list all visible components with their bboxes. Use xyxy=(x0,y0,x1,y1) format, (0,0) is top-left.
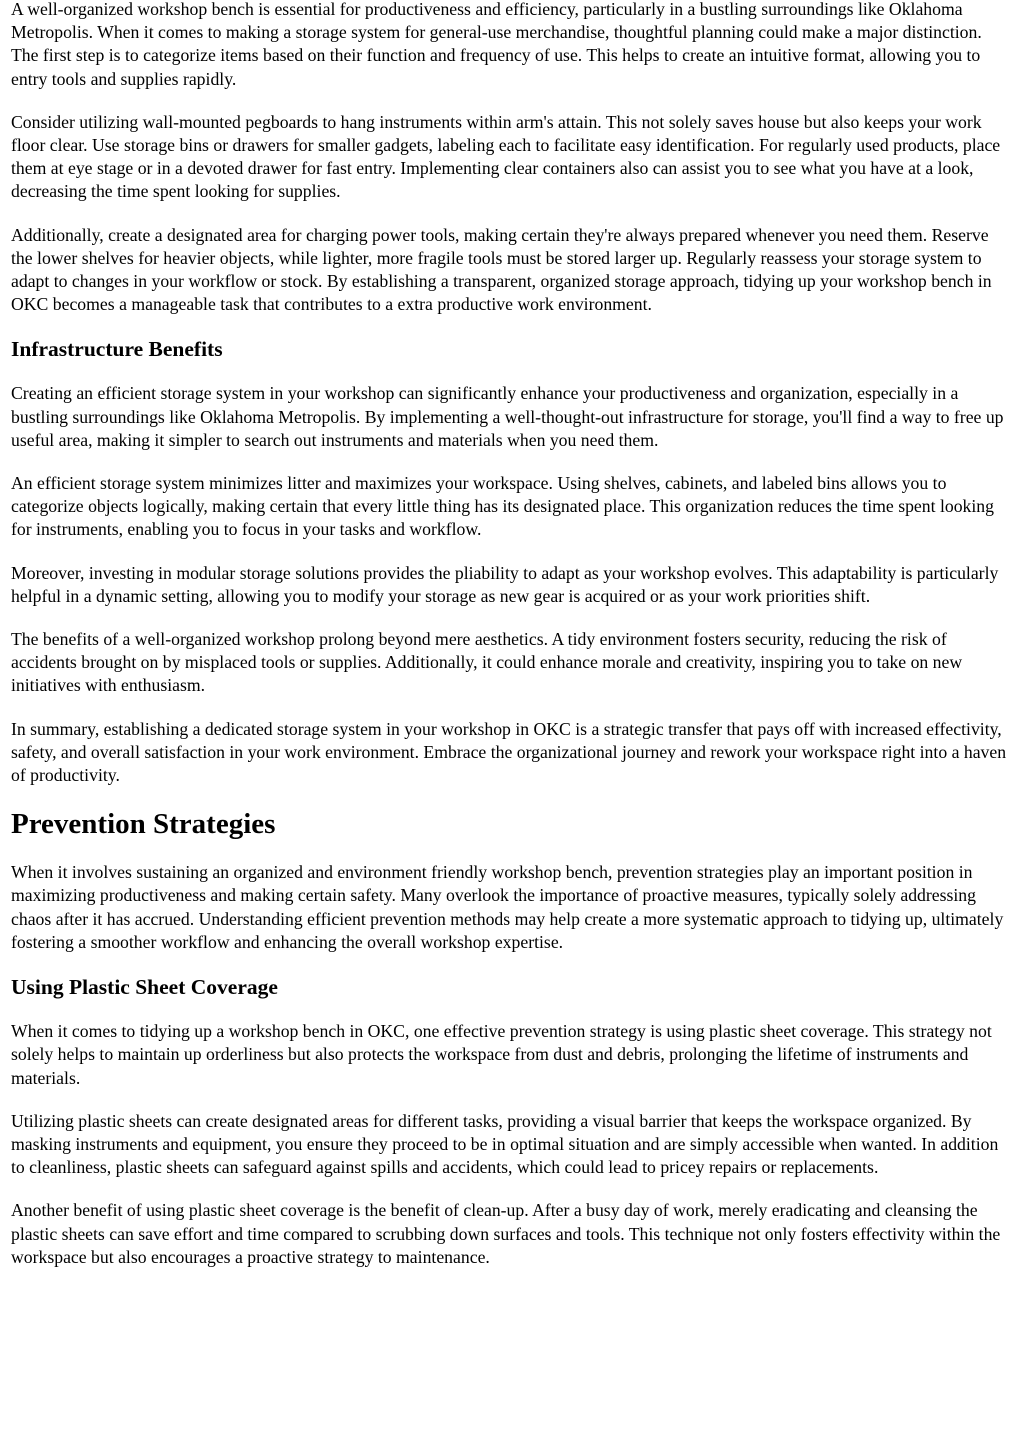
infrastructure-paragraph: An efficient storage system minimizes litter and maximizes your workspace. Using shelves, cabinets, and labeled bins allows you to categorize objects logically, making certain that every little thing has its designated place. This organization reduces the time spent looking for instruments, enabling you to focus in your tasks and workflow. xyxy=(11,473,994,540)
plastic-sheet-paragraph: When it comes to tidying up a workshop bench in OKC, one effective prevention strategy is using plastic sheet coverage. This strategy not solely helps to maintain up orderliness but also protects the workspace from dust and debris, prolonging the lifetime of instruments and materials. xyxy=(11,1021,992,1088)
prevention-heading: Prevention Strategies xyxy=(11,808,276,841)
plastic-sheet-paragraph: Another benefit of using plastic sheet coverage is the benefit of clean-up. After a busy day of work, merely eradicating and cleansing the plastic sheets can save effort and time compared to scrubbing down surfaces and tools. This technique not only fosters effectivity within the workspace but also encourages a proactive strategy to maintenance. xyxy=(11,1200,1001,1267)
intro-paragraph: Consider utilizing wall-mounted pegboards to hang instruments within arm's attain. This not solely saves house but also keeps your work floor clear. Use storage bins or drawers for smaller gadgets, labeling each to facilitate easy identification. For regularly used products, place them at eye stage or in a devoted drawer for fast entry. Implementing clear containers also can assist you to see what you have at a look, decreasing the time spent looking for supplies. xyxy=(11,111,1001,202)
prevention-paragraph: When it involves sustaining an organized and environment friendly workshop bench, prevention strategies play an important position in maximizing productiveness and making certain safety. Many overlook the importance of proactive measures, typically solely addressing chaos after it has accrued. Understanding efficient prevention methods may help create a more systematic approach to tidying up, ultimately fostering a smoother workflow and enhancing the overall workshop expertise. xyxy=(11,862,1004,952)
intro-paragraph: A well-organized workshop bench is essential for productiveness and efficiency, particularly in a bustling surroundings like Oklahoma Metropolis. When it comes to making a storage system for general-use merchandise, thoughtful planning could make a major distinction. The first step is to categorize items based on their function and frequency of use. This helps to create an intuitive format, allowing you to entry tools and supplies rapidly. xyxy=(11,0,982,89)
infrastructure-paragraph: The benefits of a well-organized workshop prolong beyond mere aesthetics. A tidy environment fosters security, reducing the risk of accidents brought on by misplaced tools or supplies. Additionally, it could enhance morale and creativity, inspiring you to take on new initiatives with enthusiasm. xyxy=(11,629,963,696)
infrastructure-paragraph: Moreover, investing in modular storage solutions provides the pliability to adapt as your workshop evolves. This adaptability is particularly helpful in a dynamic setting, allowing you to modify your storage as new gear is acquired or as your work priorities shift. xyxy=(11,562,999,606)
plastic-sheet-heading: Using Plastic Sheet Coverage xyxy=(11,975,278,1000)
infrastructure-paragraph: Creating an efficient storage system in your workshop can significantly enhance your productiveness and organization, especially in a bustling surroundings like Oklahoma Metropolis. By implementing a well-thought-out infrastructure for storage, you'll find a way to free up useful area, making it simpler to search out instruments and materials when you need them. xyxy=(11,383,1004,450)
intro-paragraph: Additionally, create a designated area for charging power tools, making certain they're always prepared whenever you need them. Reserve the lower shelves for heavier objects, while lighter, more fragile tools must be stored larger up. Regularly reassess your storage system to adapt to changes in your workflow or stock. By establishing a transparent, organized storage approach, tidying up your workshop bench in OKC becomes a manageable task that contributes to a extra productive work environment. xyxy=(11,224,992,315)
infrastructure-paragraph: In summary, establishing a dedicated storage system in your workshop in OKC is a strategic transfer that pays off with increased effectivity, safety, and overall satisfaction in your work environment. Embrace the organizational journey and rework your workspace right into a haven of productivity. xyxy=(11,718,1007,786)
infrastructure-heading: Infrastructure Benefits xyxy=(11,337,223,362)
plastic-sheet-paragraph: Utilizing plastic sheets can create designated areas for different tasks, providing a visual barrier that keeps the workspace organized. By masking instruments and equipment, you ensure they proceed to be in optimal situation and are simply accessible when wanted. In addition to cleanliness, plastic sheets can safeguard against spills and accidents, which could lead to pricey repairs or replacements. xyxy=(11,1110,999,1178)
